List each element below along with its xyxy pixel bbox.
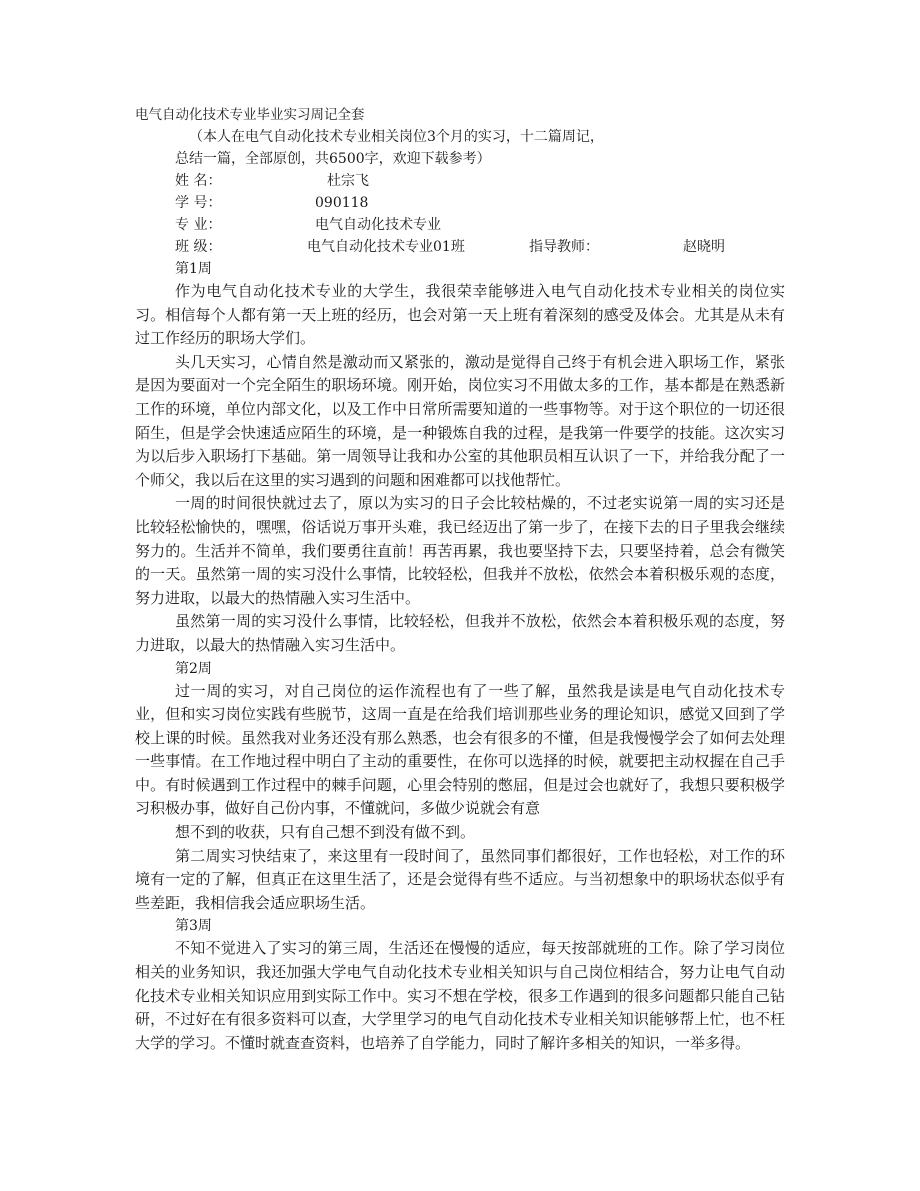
info-row-name xyxy=(135,170,785,192)
week-1-paragraph-2: 头几天实习，心情自然是激动而又紧张的，激动是觉得自己终于有机会进入职场工作，紧张是因为要面对一个完全陌生的职场环境。刚开始，岗位实习不用做太多的工作，基本都是在熟悉新工作的环境，单位内部文化，以及工作中日常所需要知道的一些事物等。对于这个职位的一切还很陌生，但是学会快速适应陌生的环境，是一种锻炼自我的过程，是我第一件要学的技能。这次实习为以后步入职场打下基础。第一周领导让我和办公室的其他职员相互认识了一下，并给我分配了一个师父，我以后在这里的实习遇到的问题和困难都可以找他帮忙。 xyxy=(135,352,785,489)
intro-note xyxy=(135,126,785,170)
week-2-heading: 第2周 xyxy=(175,660,212,677)
week-1-paragraph-3: 一周的时间很快就过去了，原以为实习的日子会比较枯燥的，不过老实说第一周的实习还是比较轻松愉快的，嘿嘿，俗话说万事开头难，我已经迈出了第一步了，在接下去的日子里我会继续努力的。生活并不简单，我们要勇往直前！再苦再累，我也要坚持下去，只要坚持着，总会有微笑的一天。虽然第一周的实习没什么事情，比较轻松，但我并不放松，依然会本着积极乐观的态度，努力进取，以最大的热情融入实习生活中。 xyxy=(135,494,785,607)
week-2-paragraph-1: 过一周的实习，对自己岗位的运作流程也有了一些了解，虽然我是读是电气自动化技术专业，但和实习岗位实践有些脱节，这周一直是在给我们培训那些业务的理论知识，感觉又回到了学校上课的时候。虽然我对业务还没有那么熟悉，也会有很多的不懂，但是我慢慢学会了如何去处理一些事情。在工作地过程中明白了主动的重要性，在你可以选择的时候，就要把主动权握在自己手中。有时候遇到工作过程中的棘手问题，心里会特别的憋屈，但是过会也就好了，我想只要积极学习积极办事，做好自己份内事，不懂就问，多做少说就会有意 xyxy=(135,681,785,818)
week-2-paragraph-3: 第二周实习快结束了，来这里有一段时间了，虽然同事们都很好，工作也轻松，对工作的环境有一定的了解，但真正在这里生活了，还是会觉得有些不适应。与当初想象中的职场状态似乎有些差距，我相信我会适应职场生活。 xyxy=(135,846,785,912)
week-3-paragraph-1: 不知不觉进入了实习的第三周，生活还在慢慢的适应，每天按部就班的工作。除了学习岗位相关的业务知识，我还加强大学电气自动化技术专业相关知识与自己岗位相结合，努力让电气自动化技术专业相关知识应用到实际工作中。实习不想在学校，很多工作遇到的很多问题都只能自己钻研，不过好在有很多资料可以查，大学里学习的电气自动化技术专业相关知识能够帮上忙，也不枉大学的学习。不懂时就查查资料，也培养了自学能力，同时了解许多相关的知识，一举多得。 xyxy=(135,939,785,1052)
info-row-major xyxy=(135,214,785,236)
major-value: 电气自动化技术专业 xyxy=(315,217,441,233)
name-label: 姓 名： xyxy=(175,173,222,189)
class-label: 班 级： xyxy=(175,239,222,255)
info-row-id xyxy=(135,192,785,214)
intro-line-1: （本人在电气自动化技术专业相关岗位3个月的实习，十二篇周记， xyxy=(189,129,604,145)
document-page xyxy=(135,104,785,1055)
week-1-heading: 第1周 xyxy=(175,261,212,277)
week-3-heading: 第3周 xyxy=(175,918,212,935)
week-2-paragraph-2: 想不到的收获，只有自己想不到没有做不到。 xyxy=(175,823,476,842)
name-value: 杜宗飞 xyxy=(327,173,369,189)
major-label: 专 业： xyxy=(175,217,222,233)
week-1-paragraph-4: 虽然第一周的实习没什么事情，比较轻松，但我并不放松，依然会本着积极乐观的态度，努力进取，以最大的热情融入实习生活中。 xyxy=(135,612,785,654)
teacher-label: 指导教师： xyxy=(529,239,599,255)
class-value: 电气自动化技术专业01班 xyxy=(307,239,465,255)
week-1-paragraph-1: 作为电气自动化技术专业的大学生，我很荣幸能够进入电气自动化技术专业相关的岗位实习。相信每个人都有第一天上班的经历，也会对第一天上班有着深刻的感受及体会。尤其是从未有过工作经历的职场大学们。 xyxy=(135,282,785,348)
document-title: 电气自动化技术专业毕业实习周记全套 xyxy=(135,107,365,123)
intro-line-2: 总结一篇，全部原创，共6500字，欢迎下载参考） xyxy=(175,151,491,167)
info-row-class xyxy=(135,236,785,258)
teacher-value: 赵晓明 xyxy=(683,239,725,255)
id-label: 学 号： xyxy=(175,195,222,211)
id-value: 090118 xyxy=(315,195,369,211)
